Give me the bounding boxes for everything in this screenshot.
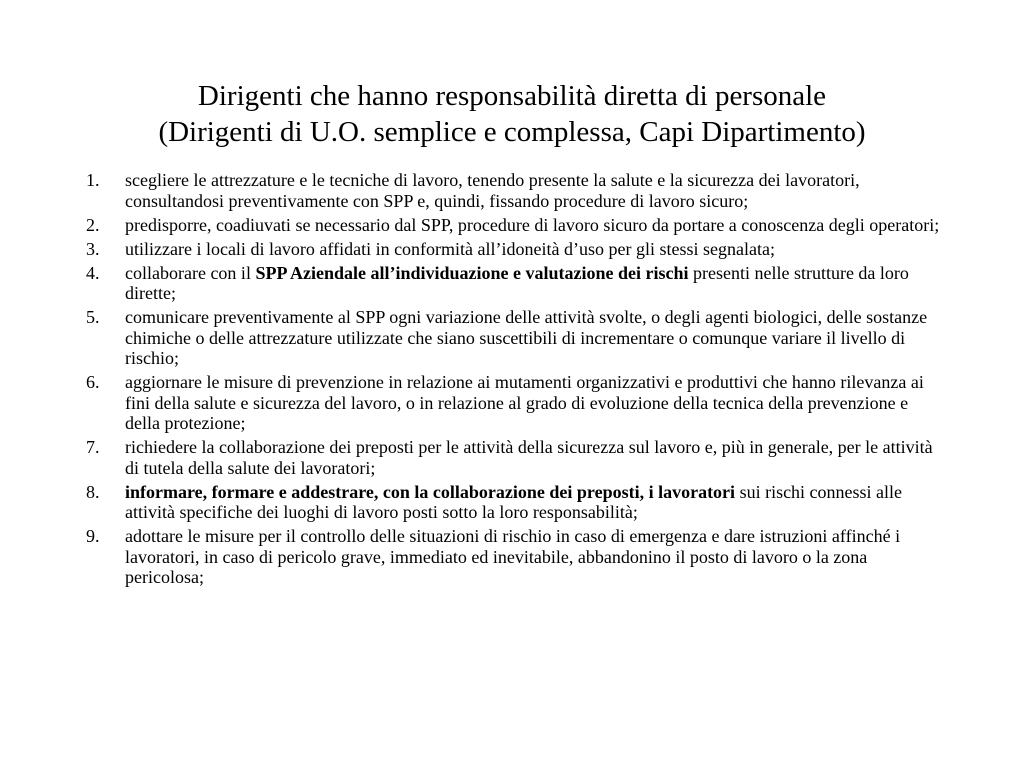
item-text-bold: SPP Aziendale all’individuazione e valutazione dei rischi: [255, 262, 689, 283]
item-number: 9.: [86, 526, 100, 546]
item-number: 5.: [86, 307, 100, 327]
list-item: [86, 372, 946, 434]
item-text-part: utilizzare i locali di lavoro affidati in conformità all’idoneità d’uso per gli stessi segnalata;: [125, 238, 775, 259]
item-number: 4.: [86, 262, 100, 283]
item-text: [125, 437, 946, 478]
item-text: [125, 239, 946, 260]
title-line-2: (Dirigenti di U.O. semplice e complessa, Capi Dipartimento): [158, 116, 866, 148]
item-text-part: presenti nelle strutture da loro dirette;: [125, 262, 909, 303]
list-item: [86, 482, 946, 523]
item-number: 8.: [86, 481, 100, 502]
list-item: [86, 437, 946, 478]
item-text: [125, 263, 946, 304]
list-item: [86, 170, 946, 211]
item-text-part: sui rischi connessi alle attività specifiche dei luoghi di lavoro posti sotto la loro responsabilità;: [125, 481, 903, 522]
slide-title: [60, 78, 964, 150]
item-text-part: predisporre, coadiuvati se necessario dal SPP, procedure di lavoro sicuro da portare a conoscenza degli operatori;: [125, 214, 940, 235]
title-line-1: Dirigenti che hanno responsabilità diretta di personale: [197, 80, 827, 112]
item-number: 3.: [86, 238, 100, 259]
item-number: 2.: [86, 214, 100, 235]
list-item: [86, 526, 946, 588]
item-text: [125, 307, 946, 369]
item-text: [125, 372, 946, 434]
list-item: [86, 263, 946, 304]
list-item: [86, 215, 946, 236]
list-item: [86, 307, 946, 369]
item-text: [125, 482, 946, 523]
item-text-bold: informare, formare e addestrare, con la collaborazione dei preposti, i lavoratori: [125, 481, 736, 502]
item-number: 6.: [86, 372, 100, 392]
list-item: [86, 239, 946, 260]
item-text: [125, 215, 946, 236]
item-text-part: scegliere le attrezzature e le tecniche di lavoro, tenendo presente la salute e la sicurezza dei lavoratori, consultandosi preventivamente con SPP e, quindi, fissando procedure di lavoro sicuro;: [125, 170, 860, 211]
item-number: 7.: [86, 437, 100, 457]
item-text-part: aggiornare le misure di prevenzione in relazione ai mutamenti organizzativi e produttivi che hanno rilevanza ai fini della salute e sicurezza del lavoro, o in relazione al grado di evoluzione della tecnica della prevenzione e della protezione;: [125, 372, 924, 433]
item-text: [125, 170, 946, 211]
item-text-part: comunicare preventivamente al SPP ogni variazione delle attività svolte, o degli agenti biologici, delle sostanze chimiche o delle attrezzature utilizzate che siano suscettibili di incrementare o comunque variare il livello di rischio;: [125, 307, 928, 368]
item-number: 1.: [86, 170, 100, 190]
item-text-part: richiedere la collaborazione dei preposti per le attività della sicurezza sul lavoro e, più in generale, per le attività di tutela della salute dei lavoratori;: [125, 437, 933, 478]
item-text-part: adottare le misure per il controllo delle situazioni di rischio in caso di emergenza e dare istruzioni affinché i lavoratori, in caso di pericolo grave, immediato ed inevitabile, abbandonino il posto di lavoro o la zona pericolosa;: [125, 526, 901, 587]
item-text: [125, 526, 946, 588]
item-text-part: collaborare con il: [125, 262, 256, 283]
duties-list: [86, 170, 946, 591]
